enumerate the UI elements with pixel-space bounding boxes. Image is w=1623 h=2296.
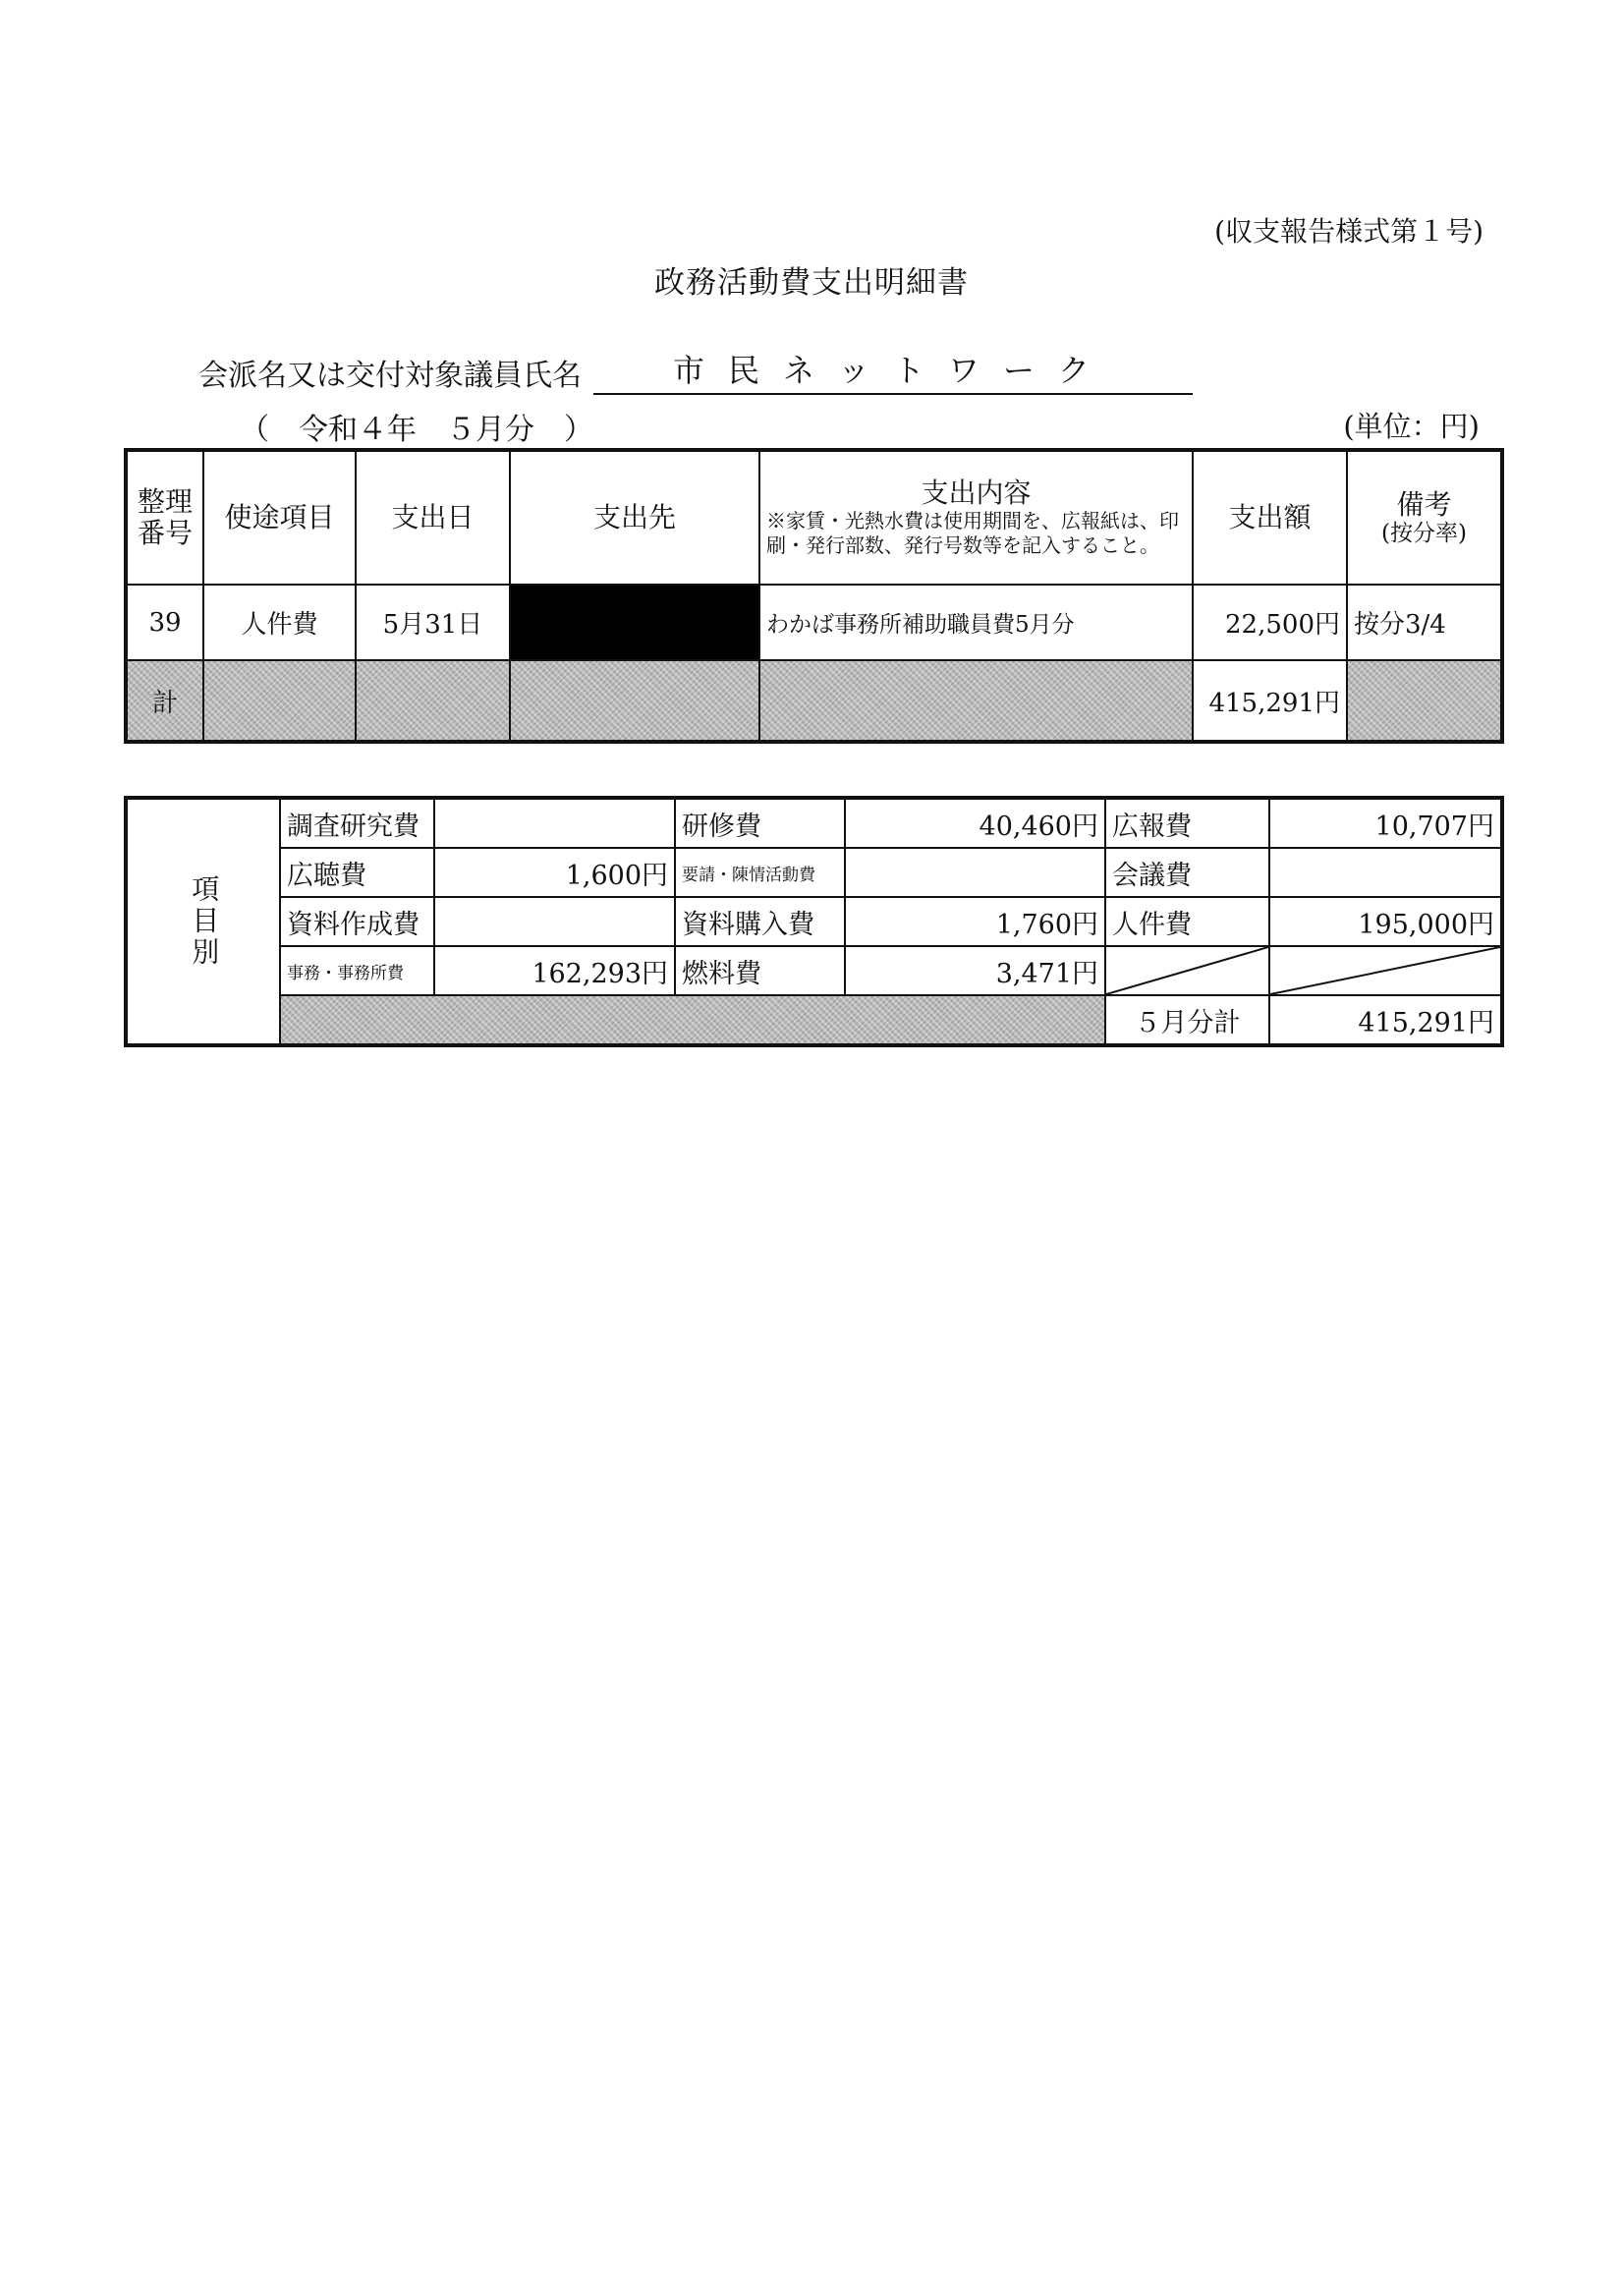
category-value: 40,460円 xyxy=(845,799,1105,848)
category-row xyxy=(127,897,1501,946)
category-label: 会議費 xyxy=(1105,848,1269,897)
month-total-label: ５月分計 xyxy=(1105,995,1269,1044)
shaded-cell xyxy=(759,660,1193,741)
row-remarks: 按分3/4 xyxy=(1347,585,1501,660)
category-side-label: 項目別 xyxy=(127,799,280,1044)
row-date: 5月31日 xyxy=(356,585,510,660)
header-payee: 支出先 xyxy=(510,451,759,585)
header-date: 支出日 xyxy=(356,451,510,585)
category-label: 事務・事務所費 xyxy=(280,946,434,995)
header-content xyxy=(759,451,1193,585)
header-remarks xyxy=(1347,451,1501,585)
category-total-row xyxy=(127,995,1501,1044)
document-title: 政務活動費支出明細書 xyxy=(654,265,969,301)
diagonal-blank-cell xyxy=(1105,946,1269,995)
table-header-row xyxy=(127,451,1501,585)
shaded-cell xyxy=(280,995,1105,1044)
report-period: （ 令和４年 ５月分 ） xyxy=(240,413,593,447)
diagonal-line xyxy=(1270,947,1500,994)
header-remarks-title: 備考 xyxy=(1396,487,1452,521)
category-value xyxy=(1269,848,1501,897)
month-total-value: 415,291円 xyxy=(1269,995,1501,1044)
header-content-title: 支出内容 xyxy=(921,476,1032,509)
category-value: 1,600円 xyxy=(434,848,675,897)
category-label: 人件費 xyxy=(1105,897,1269,946)
form-number: (収支報告様式第１号) xyxy=(1214,215,1483,248)
expense-detail-table xyxy=(126,450,1502,742)
row-content: わかば事務所補助職員費5月分 xyxy=(759,585,1193,660)
category-value xyxy=(434,799,675,848)
total-label: 計 xyxy=(127,660,203,741)
category-row xyxy=(127,946,1501,995)
total-row xyxy=(127,660,1501,741)
category-label: 広聴費 xyxy=(280,848,434,897)
header-purpose: 使途項目 xyxy=(203,451,356,585)
shaded-cell xyxy=(510,660,759,741)
party-name: 市民ネットワーク xyxy=(593,346,1193,395)
currency-unit: (単位：円) xyxy=(1343,410,1480,443)
diagonal-line xyxy=(1106,947,1268,994)
shaded-cell xyxy=(356,660,510,741)
category-value: 1,760円 xyxy=(845,897,1105,946)
table-row xyxy=(127,585,1501,660)
diagonal-blank-cell xyxy=(1269,946,1501,995)
category-value xyxy=(434,897,675,946)
row-purpose: 人件費 xyxy=(203,585,356,660)
shaded-cell xyxy=(1347,660,1501,741)
header-content-note: ※家賃・光熱水費は使用期間を、広報紙は、印刷・発行部数、発行号数等を記入すること。 xyxy=(766,509,1179,558)
category-label: 研修費 xyxy=(675,799,845,848)
category-value: 3,471円 xyxy=(845,946,1105,995)
category-value: 10,707円 xyxy=(1269,799,1501,848)
row-amount: 22,500円 xyxy=(1193,585,1347,660)
party-label: 会派名又は交付対象議員氏名 xyxy=(198,359,582,393)
category-label: 調査研究費 xyxy=(280,799,434,848)
category-label: 広報費 xyxy=(1105,799,1269,848)
category-value: 195,000円 xyxy=(1269,897,1501,946)
header-number: 整理番号 xyxy=(127,451,203,585)
header-amount: 支出額 xyxy=(1193,451,1347,585)
total-amount: 415,291円 xyxy=(1193,660,1347,741)
category-row xyxy=(127,799,1501,848)
row-payee-redacted xyxy=(510,585,759,660)
category-label: 資料作成費 xyxy=(280,897,434,946)
category-row xyxy=(127,848,1501,897)
shaded-cell xyxy=(203,660,356,741)
category-label: 要請・陳情活動費 xyxy=(675,848,845,897)
row-number: 39 xyxy=(127,585,203,660)
category-label: 資料購入費 xyxy=(675,897,845,946)
header-remarks-sub: (按分率) xyxy=(1381,520,1467,546)
category-summary-table xyxy=(126,798,1502,1045)
category-value: 162,293円 xyxy=(434,946,675,995)
category-label: 燃料費 xyxy=(675,946,845,995)
category-value xyxy=(845,848,1105,897)
